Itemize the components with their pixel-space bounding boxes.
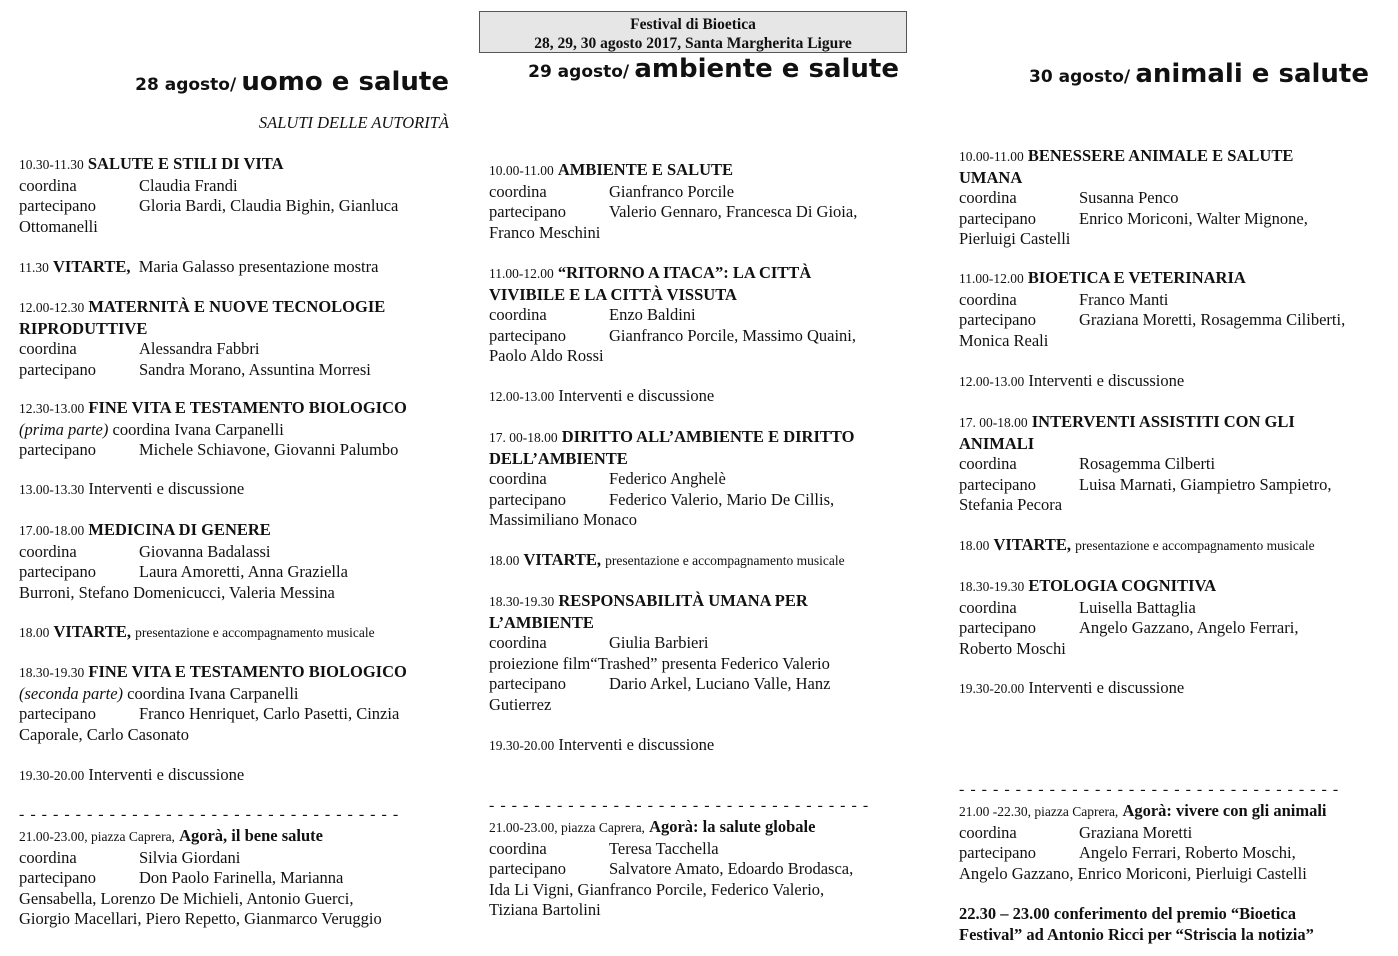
session-vitarte-musica-30: 18.00 VITARTE, presentazione e accompagnamento musicale	[959, 535, 1315, 554]
session-agora-28: 21.00-23.00, piazza Caprera, Agorà, il bene salute coordina Silvia Giordani partecipano Don Paolo Farinella, Marianna Gensabella, Lorenzo De Michieli, Antonio Guerci, Giorgio Macellari, Piero Repetto, Gianmarco Veruggio	[19, 826, 382, 928]
divider: - - - - - - - - - - - - - - - - - - - - - - - - - - - - - - - - - -	[489, 797, 870, 814]
festival-header	[479, 11, 907, 53]
session-discussione-6: 19.30-20.00 Interventi e discussione	[959, 678, 1185, 697]
day-heading-29: 29 agosto/ ambiente e salute	[528, 54, 899, 84]
session-ambiente-salute: 10.00-11.00 AMBIENTE E SALUTE coordina Gianfranco Porcile partecipano Valerio Gennaro, Francesca Di Gioia, Franco Meschini	[489, 160, 858, 242]
session-vitarte-musica-29: 18.00 VITARTE, presentazione e accompagnamento musicale	[489, 550, 845, 569]
session-fine-vita-1: 12.30-13.00 FINE VITA E TESTAMENTO BIOLOGICO (prima parte) coordina Ivana Carpanelli partecipano Michele Schiavone, Giovanni Palumbo	[19, 398, 407, 459]
divider: - - - - - - - - - - - - - - - - - - - - - - - - - - - - - - - - - -	[19, 806, 400, 823]
session-discussione-5: 12.00-13.00 Interventi e discussione	[959, 371, 1185, 390]
day-heading-28: 28 agosto/ uomo e salute	[135, 67, 449, 97]
session-responsabilita: 18.30-19.30 RESPONSABILITÀ UMANA PER L’AMBIENTE coordina Giulia Barbieri proiezione film“Trashed” presenta Federico Valerio partecipano Dario Arkel, Luciano Valle, Hanz Gutierrez	[489, 591, 831, 714]
premio-announcement: 22.30 – 23.00 conferimento del premio “Bioetica Festival” ad Antonio Ricci per “Striscia la notizia”	[959, 904, 1314, 944]
session-discussione-4: 19.30-20.00 Interventi e discussione	[489, 735, 715, 754]
session-fine-vita-2: 18.30-19.30 FINE VITA E TESTAMENTO BIOLOGICO (seconda parte) coordina Ivana Carpanelli partecipano Franco Henriquet, Carlo Pasetti, Cinzia Caporale, Carlo Casonato	[19, 662, 407, 744]
session-agora-29: 21.00-23.00, piazza Caprera, Agorà: la salute globale coordina Teresa Tacchella partecipano Salvatore Amato, Edoardo Brodasca, Ida Li Vigni, Gianfranco Porcile, Federico Valerio, Tiziana Bartolini	[489, 817, 854, 919]
session-etologia: 18.30-19.30 ETOLOGIA COGNITIVA coordina Luisella Battaglia partecipano Angelo Gazzano, Angelo Ferrari, Roberto Moschi	[959, 576, 1299, 658]
session-bioetica-veterinaria: 11.00-12.00 BIOETICA E VETERINARIA coordina Franco Manti partecipano Graziana Moretti, Rosagemma Ciliberti, Monica Reali	[959, 268, 1346, 350]
session-discussione-3: 12.00-13.00 Interventi e discussione	[489, 386, 715, 405]
session-benessere-animale: 10.00-11.00 BENESSERE ANIMALE E SALUTE UMANA coordina Susanna Penco partecipano Enrico Moriconi, Walter Mignone, Pierluigi Castelli	[959, 146, 1308, 248]
festival-title: Festival di Bioetica	[630, 16, 756, 33]
session-discussione-1: 13.00-13.30 Interventi e discussione	[19, 479, 245, 498]
session-ritorno-itaca: 11.00-12.00 “RITORNO A ITACA”: LA CITTÀ VIVIBILE E LA CITTÀ VISSUTA coordina Enzo Baldini partecipano Gianfranco Porcile, Massimo Quaini, Paolo Aldo Rossi	[489, 263, 856, 365]
session-discussione-2: 19.30-20.00 Interventi e discussione	[19, 765, 245, 784]
session-vitarte-mostra: 11.30 VITARTE, Maria Galasso presentazione mostra	[19, 257, 379, 276]
session-vitarte-musica: 18.00 VITARTE, presentazione e accompagnamento musicale	[19, 622, 375, 641]
session-diritto-ambiente: 17. 00-18.00 DIRITTO ALL’AMBIENTE E DIRITTO DELL’AMBIENTE coordina Federico Anghelè partecipano Federico Valerio, Mario De Cillis, Massimiliano Monaco	[489, 427, 855, 529]
divider: - - - - - - - - - - - - - - - - - - - - - - - - - - - - - - - - - -	[959, 781, 1340, 798]
session-agora-30: 21.00 -22.30, piazza Caprera, Agorà: vivere con gli animali coordina Graziana Moretti partecipano Angelo Ferrari, Roberto Moschi, Angelo Gazzano, Enrico Moriconi, Pierluigi Castelli	[959, 801, 1327, 883]
session-interventi-assistiti: 17. 00-18.00 INTERVENTI ASSISTITI CON GLI ANIMALI coordina Rosagemma Cilberti partecipano Luisa Marnati, Giampietro Sampietro, Stefania Pecora	[959, 412, 1332, 514]
session-medicina-genere: 17.00-18.00 MEDICINA DI GENERE coordina Giovanna Badalassi partecipano Laura Amoretti, Anna Graziella Burroni, Stefano Domenicucci, Valeria Messina	[19, 520, 348, 602]
session-maternita: 12.00-12.30 MATERNITÀ E NUOVE TECNOLOGIE RIPRODUTTIVE coordina Alessandra Fabbri partecipano Sandra Morano, Assuntina Morresi	[19, 297, 386, 379]
festival-dates: 28, 29, 30 agosto 2017, Santa Margherita Ligure	[534, 35, 852, 52]
day-heading-30: 30 agosto/ animali e salute	[1029, 59, 1369, 89]
session-salute-stili: 10.30-11.30 SALUTE E STILI DI VITA coordina Claudia Frandi partecipano Gloria Bardi, Claudia Bighin, Gianluca Ottomanelli	[19, 154, 399, 236]
saluti-autorita: SALUTI DELLE AUTORITÀ	[258, 113, 449, 132]
